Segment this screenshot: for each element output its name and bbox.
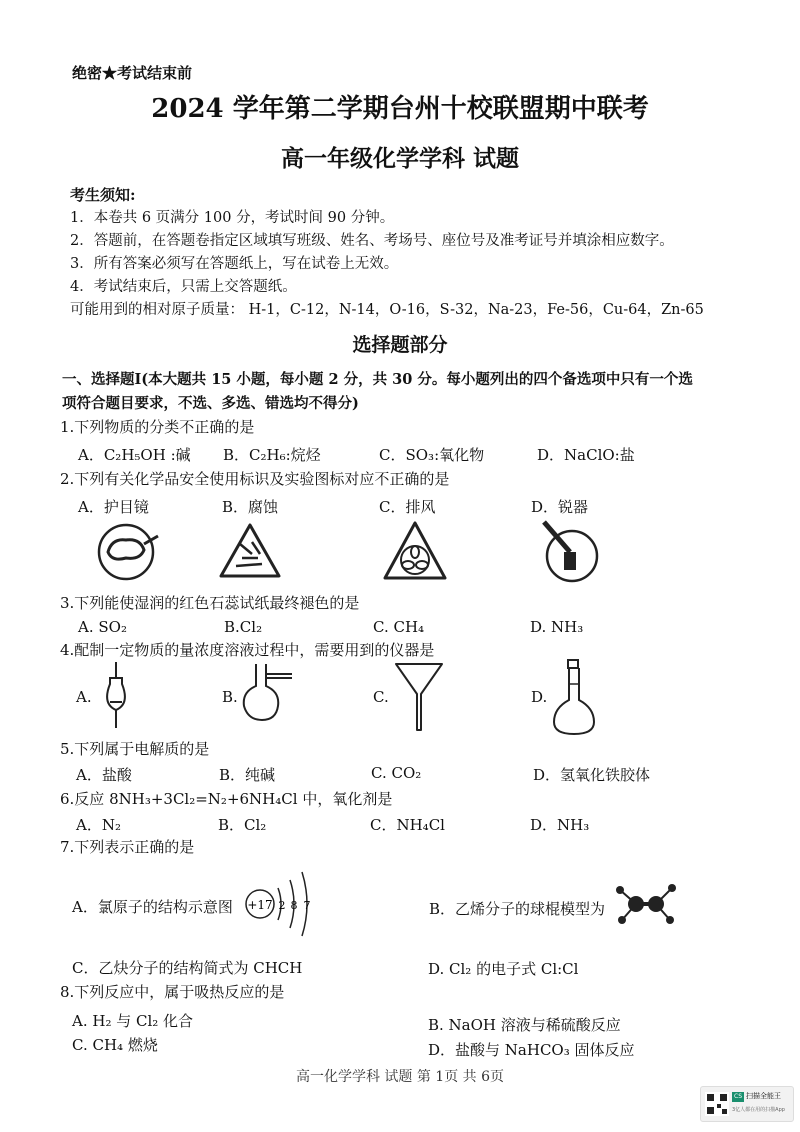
question-6-stem: 6.反应 8NH₃+3Cl₂=N₂+6NH₄Cl 中，氧化剂是: [60, 790, 393, 808]
corrosive-icon: [218, 522, 282, 580]
goggles-icon: [94, 522, 162, 582]
question-1-stem: 1.下列物质的分类不正确的是: [60, 418, 255, 436]
note-item: 4．考试结束后，只需上交答题纸。: [70, 279, 297, 295]
q1-option-b: B．C₂H₆:烷烃: [223, 446, 321, 464]
q3-option-b: B.Cl₂: [224, 618, 263, 636]
question-2-stem: 2.下列有关化学品安全使用标识及实验图标对应不正确的是: [60, 470, 450, 488]
distilling-flask-icon: [240, 662, 300, 724]
chlorine-atom-diagram: [240, 860, 320, 940]
section-instructions: 一、选择题Ⅰ(本大题共 15 小题，每小题 2 分，共 30 分。每小题列出的四个备选项中只有一个选: [62, 371, 693, 388]
exam-title: 2024 学年第二学期台州十校联盟期中联考: [151, 94, 649, 124]
q5-option-d: D．氢氧化铁胶体: [533, 766, 651, 784]
q6-option-c: C．NH₄Cl: [370, 816, 445, 834]
q8-option-c: C. CH₄ 燃烧: [72, 1036, 158, 1054]
separatory-funnel-icon: [96, 660, 136, 730]
sharps-icon: [536, 518, 602, 584]
badge-title: 扫描全能王: [746, 1092, 781, 1100]
section-instructions-cont: 项符合题目要求，不选、多选、错选均不得分): [62, 395, 359, 412]
q8-option-a: A. H₂ 与 Cl₂ 化合: [72, 1012, 194, 1030]
question-4-stem: 4.配制一定物质的量浓度溶液过程中，需要用到的仪器是: [60, 641, 435, 659]
shell-2-electrons: 8: [290, 899, 298, 912]
section-title: 选择题部分: [352, 334, 448, 356]
qr-code-icon: [705, 1092, 729, 1116]
q5-option-b: B．纯碱: [219, 766, 276, 784]
exam-subtitle: 高一年级化学学科 试题: [280, 145, 519, 172]
ethylene-ball-stick-model: [614, 878, 678, 930]
funnel-icon: [394, 660, 444, 732]
page-footer: 高一化学学科 试题 第 1页 共 6页: [295, 1069, 505, 1085]
note-item: 3．所有答案必须写在答题纸上，写在试卷上无效。: [70, 256, 399, 272]
shell-1-electrons: 2: [278, 899, 286, 912]
q2-option-d: D．锐器: [531, 498, 589, 516]
q8-option-d: D．盐酸与 NaHCO₃ 固体反应: [428, 1041, 635, 1059]
scanner-badge: [700, 1086, 794, 1122]
q2-option-a: A．护目镜: [78, 498, 149, 516]
question-3-stem: 3.下列能使湿润的红色石蕊试纸最终褪色的是: [60, 594, 360, 612]
q6-option-d: D．NH₃: [530, 816, 590, 834]
badge-subtitle: 3亿人都在用的扫描App: [732, 1107, 785, 1113]
q3-option-c: C. CH₄: [373, 618, 425, 636]
q7-option-a: A．氯原子的结构示意图: [72, 898, 233, 916]
question-7-stem: 7.下列表示正确的是: [60, 838, 195, 856]
q4-option-a: A.: [76, 688, 92, 706]
q2-option-b: B．腐蚀: [222, 498, 279, 516]
ventilation-icon: [382, 520, 448, 582]
q8-option-b: B. NaOH 溶液与稀硫酸反应: [428, 1016, 621, 1034]
shell-3-electrons: 7: [303, 899, 311, 912]
q5-option-a: A．盐酸: [76, 766, 132, 784]
volumetric-flask-icon: [550, 658, 598, 738]
nucleus-charge: +17: [247, 898, 273, 912]
q3-option-d: D. NH₃: [530, 618, 584, 636]
q6-option-a: A．N₂: [76, 816, 121, 834]
atomic-masses: 可能用到的相对原子质量： H-1，C-12，N-14，O-16，S-32，Na-23，Fe-56，Cu-64，Zn-65: [70, 302, 704, 318]
q4-option-c: C.: [373, 688, 389, 706]
notes-heading: 考生须知:: [70, 186, 136, 204]
confidential-label: 绝密★考试结束前: [72, 64, 193, 82]
q6-option-b: B．Cl₂: [218, 816, 267, 834]
q4-option-d: D.: [531, 688, 548, 706]
q7-option-d: D. Cl₂ 的电子式 Cl:Cl: [428, 960, 579, 978]
q5-option-c: C. CO₂: [371, 764, 422, 782]
q1-option-a: A．C₂H₅OH :碱: [78, 446, 191, 464]
camscanner-logo: CS: [734, 1093, 742, 1100]
q1-option-d: D．NaClO:盐: [537, 446, 635, 464]
q3-option-a: A. SO₂: [78, 618, 127, 636]
note-item: 1．本卷共 6 页满分 100 分，考试时间 90 分钟。: [70, 210, 395, 226]
note-item: 2．答题前，在答题卷指定区域填写班级、姓名、考场号、座位号及准考证号并填涂相应数字。: [70, 233, 674, 249]
q2-option-c: C．排风: [379, 498, 436, 516]
q4-option-b: B.: [222, 688, 238, 706]
q1-option-c: C．SO₃:氧化物: [379, 446, 485, 464]
q7-option-b: B．乙烯分子的球棍模型为: [429, 900, 606, 918]
question-5-stem: 5.下列属于电解质的是: [60, 740, 210, 758]
question-8-stem: 8.下列反应中，属于吸热反应的是: [60, 983, 285, 1001]
q7-option-c: C．乙炔分子的结构简式为 CHCH: [72, 959, 303, 977]
